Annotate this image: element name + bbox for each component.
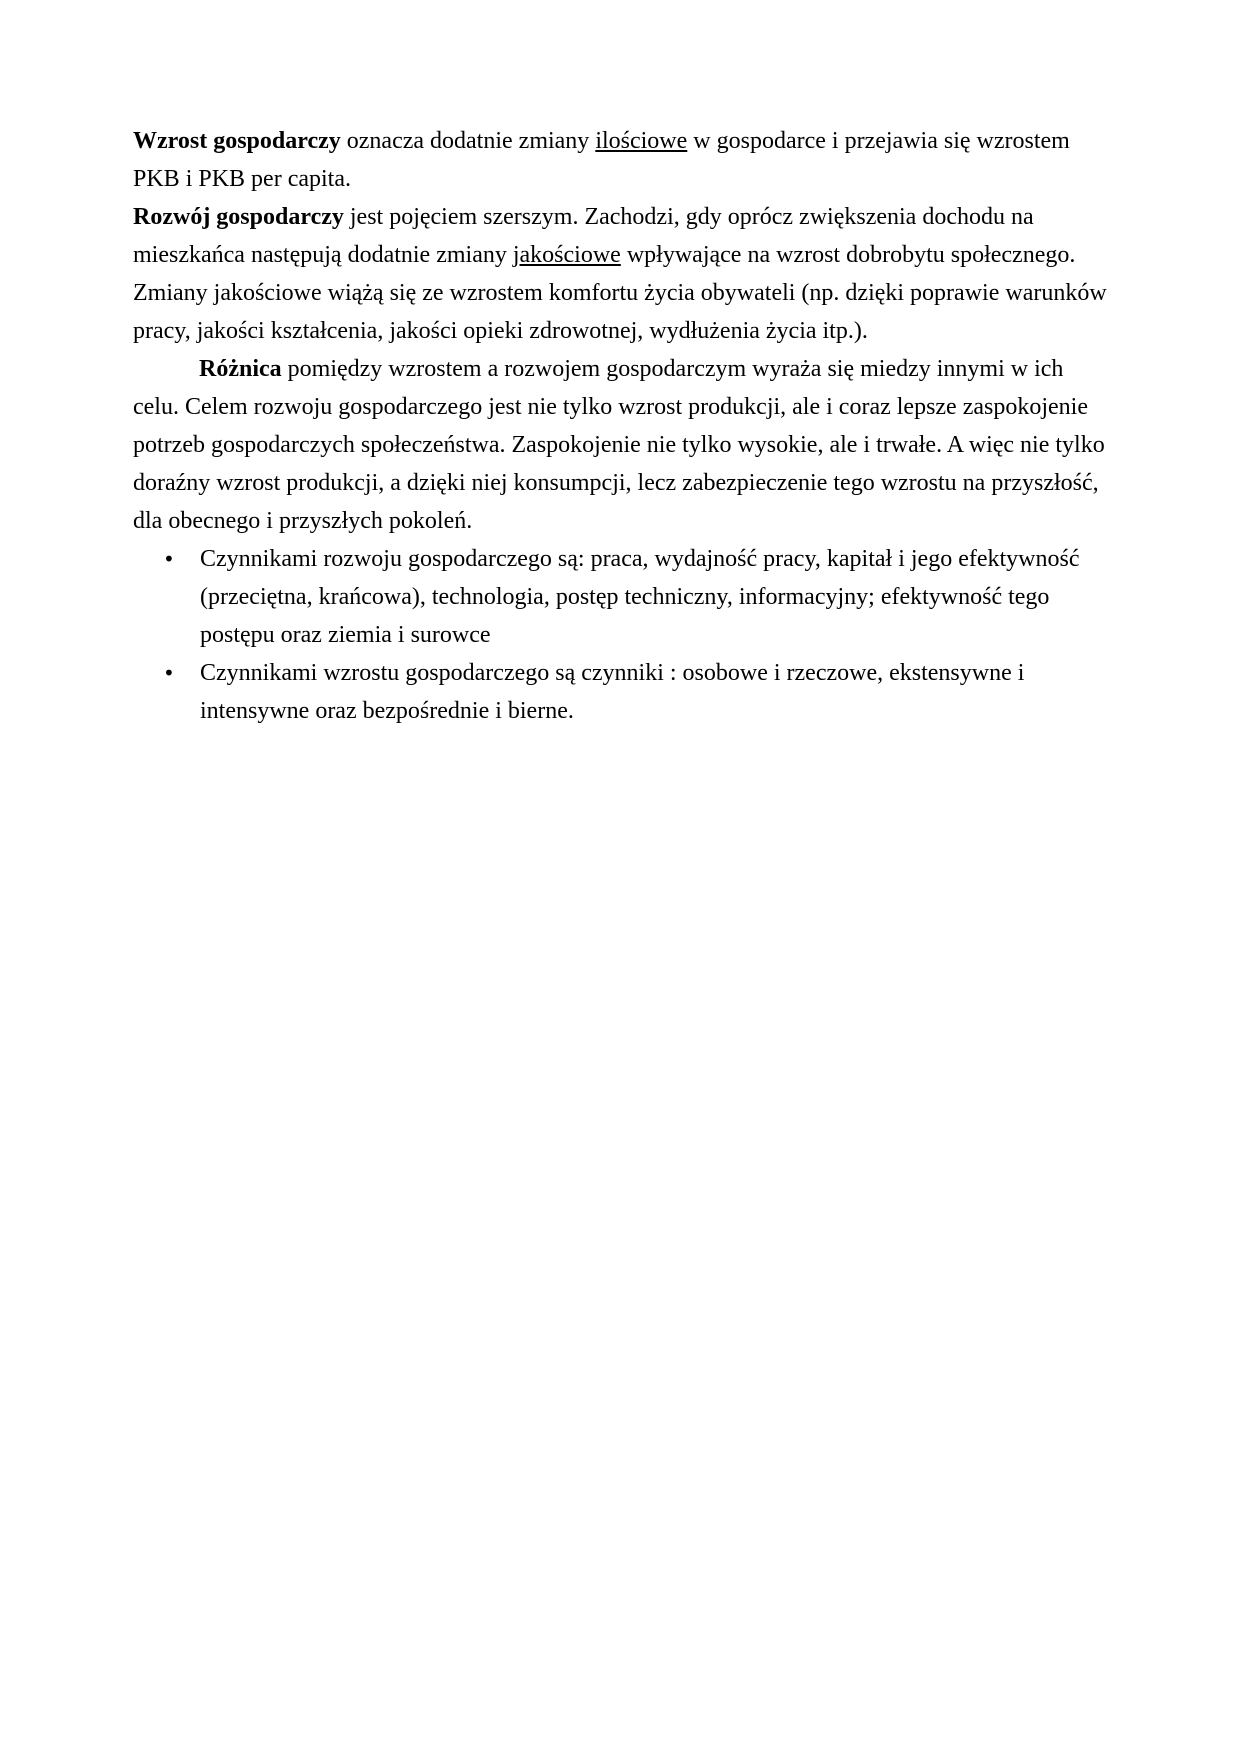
bullet-list	[133, 540, 1111, 730]
underlined-run: jakościowe	[512, 242, 621, 268]
bold-run: Różnica	[199, 356, 282, 382]
text-paragraph	[133, 350, 1111, 540]
text-paragraph	[133, 122, 1111, 198]
text-run: Czynnikami wzrostu gospodarczego są czynniki : osobowe i rzeczowe, ekstensywne i intensywne oraz bezpośrednie i bierne.	[200, 660, 1025, 724]
bold-run: Wzrost gospodarczy	[133, 128, 341, 154]
text-run: oznacza dodatnie zmiany	[340, 128, 596, 154]
bold-run: Rozwój gospodarczy	[133, 204, 344, 230]
text-run: pomiędzy wzrostem a rozwojem gospodarczym wyraża się miedzy innymi w ich celu. Celem rozwoju gospodarczego jest nie tylko wzrost produkcji, ale i coraz lepsze zaspokojenie potrzeb gospodarczych społeczeństwa. Zaspokojenie nie tylko wysokie, ale i trwałe. A więc nie tylko doraźny wzrost produkcji, a dzięki niej konsumpcji, lecz zabezpieczenie tego wzrostu na przyszłość, dla obecnego i przyszłych pokoleń.	[133, 356, 1105, 534]
bullet-marker: •	[163, 661, 175, 685]
text-paragraph	[133, 198, 1111, 350]
text-run: jest pojęciem szerszym. Zachodzi, gdy oprócz zwiększenia dochodu na mieszkańca następują dodatnie zmiany	[133, 204, 1034, 268]
document-content	[133, 122, 1111, 730]
list-item	[133, 654, 1111, 730]
text-run: Czynnikami rozwoju gospodarczego są: praca, wydajność pracy, kapitał i jego efektywność (przeciętna, krańcowa), technologia, postęp techniczny, informacyjny; efektywność tego postępu oraz ziemia i surowce	[200, 546, 1080, 648]
bullet-marker: •	[163, 547, 175, 571]
text-run: wpływające na wzrost dobrobytu społecznego. Zmiany jakościowe wiążą się ze wzrostem komfortu życia obywateli (np. dzięki poprawie warunków pracy, jakości kształcenia, jakości opieki zdrowotnej, wydłużenia życia itp.).	[133, 242, 1107, 344]
list-item	[133, 540, 1111, 654]
underlined-run: ilościowe	[595, 128, 688, 154]
text-run: w gospodarce i przejawia się wzrostem PKB i PKB per capita.	[133, 128, 1070, 192]
